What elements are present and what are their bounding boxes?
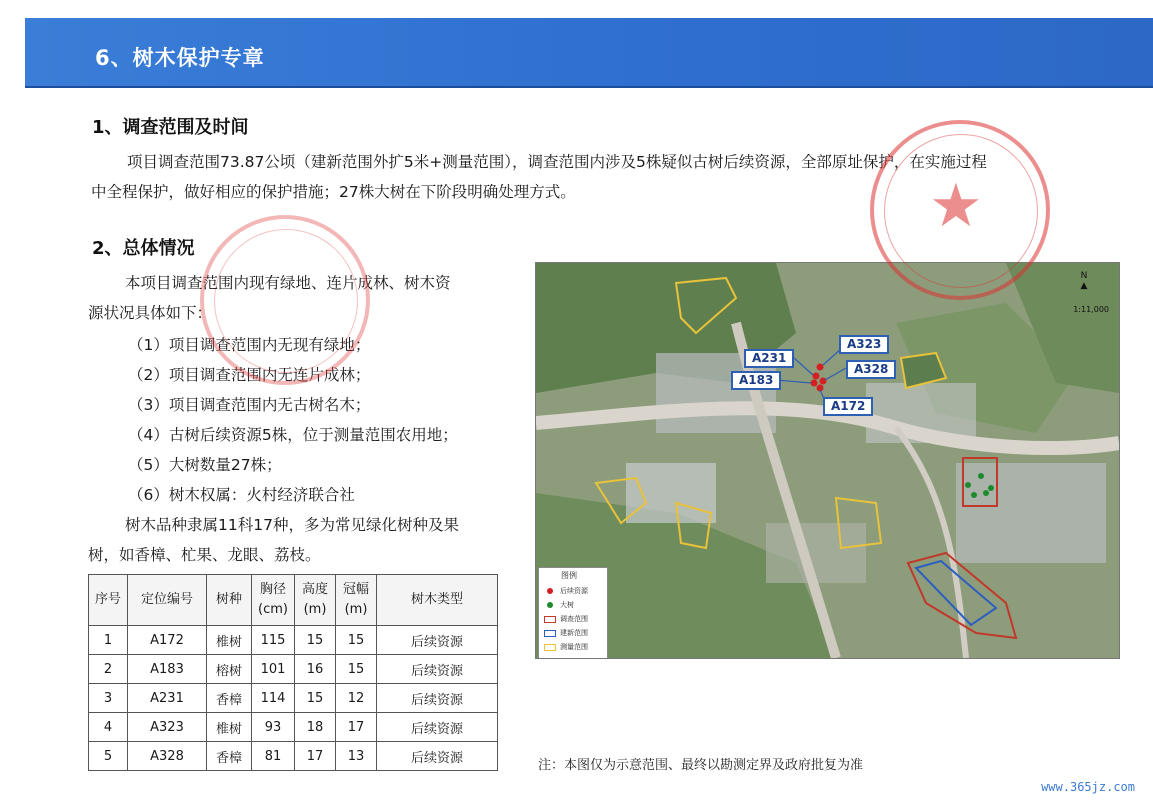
table-row: [89, 713, 498, 742]
official-seal-right: [870, 120, 1050, 300]
section2-intro-line1: 本项目调查范围内现有绿地、连片成林、树木资: [125, 274, 451, 292]
aerial-image: [536, 263, 1119, 658]
map-label-a328: A328: [846, 360, 896, 379]
site-watermark: www.365jz.com: [1041, 780, 1135, 794]
table-row: [89, 684, 498, 713]
legend-item-label: 调查范围: [560, 615, 588, 623]
table-cell: 15: [336, 626, 377, 655]
table-cell: 香樟: [207, 684, 252, 713]
red-star-icon: ★: [929, 171, 983, 241]
table-cell: 后续资源: [377, 655, 498, 684]
table-cell: 2: [89, 655, 128, 684]
legend-item-label: 大树: [560, 601, 574, 609]
table-cell: A183: [128, 655, 207, 684]
legend-item: [544, 586, 588, 596]
table-cell: 101: [252, 655, 295, 684]
section1-heading: 1、调查范围及时间: [92, 117, 249, 138]
section1-para-line1: 项目调查范围73.87公顷（建新范围外扩5米+测量范围），调查范围内涉及5株疑似古树后续资源，全部原址保护，在实施过程: [127, 153, 987, 171]
table-cell: 16: [295, 655, 336, 684]
table-row: [89, 655, 498, 684]
north-arrow-icon: ▲: [1080, 281, 1088, 291]
table-row: [89, 626, 498, 655]
legend-title: 图例: [561, 571, 577, 580]
table-cell: 香樟: [207, 742, 252, 771]
table-cell: 18: [295, 713, 336, 742]
table-cell: A172: [128, 626, 207, 655]
red-dot-icon: [547, 588, 553, 594]
table-header-row: [89, 575, 498, 626]
table-cell: 椎树: [207, 626, 252, 655]
table-cell: 81: [252, 742, 295, 771]
col-header-type: 树木类型: [377, 575, 498, 626]
table-cell: 93: [252, 713, 295, 742]
section2-heading: 2、总体情况: [92, 238, 195, 259]
legend-item: [544, 614, 588, 624]
table-cell: 后续资源: [377, 742, 498, 771]
species-line1: 树木品种隶属11科17种，多为常见绿化树种及果: [125, 516, 459, 534]
yellow-outline-icon: [544, 644, 556, 651]
col-header-species: 树种: [207, 575, 252, 626]
legend-item: [544, 642, 588, 652]
table-cell: 后续资源: [377, 684, 498, 713]
map-note: 注：本图仅为示意范围、最终以勘测定界及政府批复为准: [538, 758, 864, 773]
table-cell: 榕树: [207, 655, 252, 684]
table-cell: 1: [89, 626, 128, 655]
map-legend: [538, 567, 608, 659]
table-cell: 17: [336, 713, 377, 742]
legend-item: [544, 628, 588, 638]
table-cell: 15: [295, 684, 336, 713]
map-label-a231: A231: [744, 349, 794, 368]
col-header-crown: 冠幅(m): [336, 575, 377, 626]
list-item: （6）树木权属：火村经济联合社: [128, 486, 355, 504]
table-cell: A328: [128, 742, 207, 771]
table-cell: 15: [295, 626, 336, 655]
section1-para-line2: 中全程保护，做好相应的保护措施；27株大树在下阶段明确处理方式。: [91, 183, 576, 201]
list-item: （5）大树数量27株；: [128, 456, 282, 474]
north-label: N: [1080, 271, 1088, 281]
map-label-a183: A183: [731, 371, 781, 390]
list-item: （3）项目调查范围内无古树名木；: [128, 396, 371, 414]
table-cell: 后续资源: [377, 713, 498, 742]
legend-item: [544, 600, 574, 610]
legend-item-label: 后续资源: [560, 587, 588, 595]
green-dot-icon: [547, 602, 553, 608]
table-cell: 3: [89, 684, 128, 713]
col-header-code: 定位编号: [128, 575, 207, 626]
legend-item-label: 建新范围: [560, 629, 588, 637]
official-seal-left: [200, 215, 370, 385]
col-header-height: 高度(m): [295, 575, 336, 626]
page-title: 6、树木保护专章: [95, 46, 265, 70]
table-cell: A231: [128, 684, 207, 713]
site-map: [535, 262, 1120, 659]
table-cell: 13: [336, 742, 377, 771]
map-label-a323: A323: [839, 335, 889, 354]
table-cell: 4: [89, 713, 128, 742]
table-row: [89, 742, 498, 771]
list-item: （1）项目调查范围内无现有绿地；: [128, 336, 371, 354]
list-item: （2）项目调查范围内无连片成林；: [128, 366, 371, 384]
north-arrow: [1069, 271, 1099, 291]
table-cell: 椎树: [207, 713, 252, 742]
col-header-index: 序号: [89, 575, 128, 626]
table-cell: A323: [128, 713, 207, 742]
legend-item-label: 测量范围: [560, 643, 588, 651]
table-cell: 17: [295, 742, 336, 771]
map-label-a172: A172: [823, 397, 873, 416]
table-cell: 115: [252, 626, 295, 655]
list-item: （4）古树后续资源5株，位于测量范围农用地；: [128, 426, 458, 444]
blue-outline-icon: [544, 630, 556, 637]
table-cell: 15: [336, 655, 377, 684]
species-line2: 树，如香樟、杧果、龙眼、荔枝。: [88, 546, 321, 564]
header-underline: [25, 86, 1153, 88]
table-cell: 114: [252, 684, 295, 713]
table-cell: 12: [336, 684, 377, 713]
map-scale: 1:11,000: [1073, 305, 1109, 314]
tree-table: [88, 574, 498, 771]
red-outline-icon: [544, 616, 556, 623]
table-cell: 5: [89, 742, 128, 771]
section2-intro-line2: 源状况具体如下：: [88, 304, 213, 322]
col-header-dbh: 胸径(cm): [252, 575, 295, 626]
table-cell: 后续资源: [377, 626, 498, 655]
